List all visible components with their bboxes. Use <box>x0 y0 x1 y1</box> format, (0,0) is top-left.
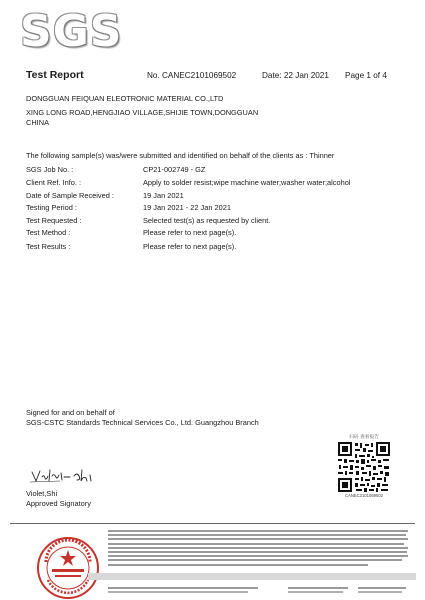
handwritten-signature-icon <box>30 468 100 484</box>
client-address-line1: XING LONG ROAD,HENGJIAO VILLAGE,SHIJIE TOWN,DONGGUAN <box>26 108 259 117</box>
field-label-sample-received: Date of Sample Received : <box>26 191 114 200</box>
field-label-job-no: SGS Job No. : <box>26 165 74 174</box>
field-label-test-requested: Test Requested : <box>26 216 82 225</box>
field-value-test-method: Please refer to next page(s). <box>143 228 237 237</box>
field-value-testing-period: 19 Jan 2021 - 22 Jan 2021 <box>143 203 231 212</box>
footer-fine-print <box>108 530 408 572</box>
footer-contact-row <box>108 586 408 594</box>
field-label-testing-period: Testing Period : <box>26 203 77 212</box>
field-value-test-results: Please refer to next page(s). <box>143 242 237 251</box>
client-address-line2: CHINA <box>26 118 49 127</box>
signed-on-behalf: Signed for and on behalf of <box>26 408 115 417</box>
signatory-role: Approved Signatory <box>26 499 91 508</box>
report-date: Date: 22 Jan 2021 <box>262 71 329 80</box>
field-value-job-no: CP21-002749 - GZ <box>143 165 206 174</box>
footer-divider <box>10 523 415 524</box>
qr-caption: 扫码 查看报告 <box>348 435 380 440</box>
page-indicator: Page 1 of 4 <box>345 71 387 80</box>
report-title: Test Report <box>26 69 84 81</box>
signatory-name: Violet,Shi <box>26 489 58 498</box>
footer-address-bar <box>88 573 416 580</box>
qr-report-id: CANEC2101069502 <box>345 493 383 498</box>
field-value-test-requested: Selected test(s) as requested by client. <box>143 216 271 225</box>
field-label-test-results: Test Results : <box>26 242 71 251</box>
field-value-client-ref: Apply to solder resist;wipe machine water;washer water;alcohol <box>143 178 351 187</box>
client-name: DONGGUAN FEIQUAN ELEOTRONIC MATERIAL CO.,LTD <box>26 94 224 103</box>
report-number: No. CANEC2101069502 <box>147 71 237 80</box>
signed-company: SGS-CSTC Standards Technical Services Co., Ltd. Guangzhou Branch <box>26 418 259 427</box>
field-label-test-method: Test Method : <box>26 228 71 237</box>
qr-code-icon[interactable] <box>331 441 397 493</box>
field-label-client-ref: Client Ref. Info. : <box>26 178 82 187</box>
sgs-logo: SGS <box>20 6 123 57</box>
intro-text: The following sample(s) was/were submitted and identified on behalf of the clients as : Thinner <box>26 151 335 160</box>
inspection-stamp-icon <box>36 536 100 600</box>
field-value-sample-received: 19 Jan 2021 <box>143 191 184 200</box>
